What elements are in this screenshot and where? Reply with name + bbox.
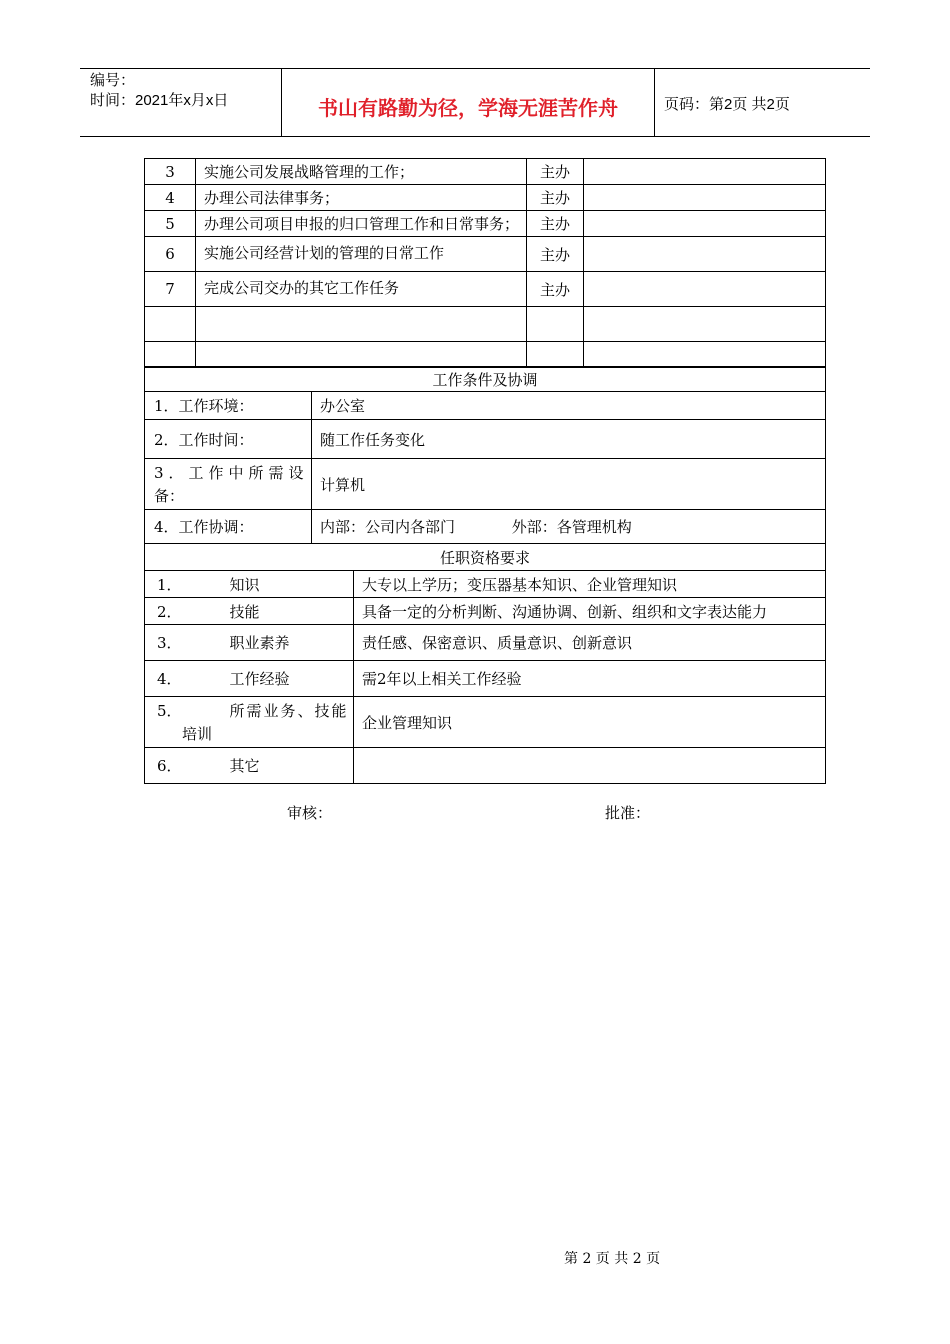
table-row [145,544,826,571]
table-row [145,185,826,211]
table-row [145,748,826,784]
qualification-no: 2． [157,602,182,621]
qualification-item [145,571,354,598]
table-row [145,392,826,420]
qualification-no: 1． [157,575,182,594]
qualification-item [145,661,354,697]
coordination-external: 外部：各管理机构 [511,518,632,536]
duty-task: 实施公司发展战略管理的工作； [196,159,527,185]
duties-table [144,158,826,368]
qualification-value: 需2年以上相关工作经验 [354,661,826,697]
qualification-item [145,598,354,625]
duty-role: 主办 [527,272,584,307]
table-row [145,342,826,368]
duty-note [584,185,826,211]
equipment-label-line1: 3．工作中所需设 [154,464,309,482]
table-row [145,625,826,661]
qualification-value: 具备一定的分析判断、沟通协调、创新、组织和文字表达能力 [354,598,826,625]
table-row [145,237,826,272]
review-label: 审核： [287,804,333,822]
work-environment-label: 1．工作环境： [145,392,312,420]
duty-task: 办理公司项目申报的归口管理工作和日常事务； [196,211,527,237]
qualification-value [354,748,826,784]
qualification-no: 5． [157,702,182,720]
table-row [145,571,826,598]
duty-role: 主办 [527,211,584,237]
table-row [145,211,826,237]
qualification-name: 职业素养 [229,634,290,652]
qualification-value: 责任感、保密意识、质量意识、创新意识 [354,625,826,661]
qualification-name: 所需业务、技能 [229,702,349,720]
qualification-no: 3． [157,634,182,652]
duty-role: 主办 [527,185,584,211]
qualification-item [145,625,354,661]
table-row [145,510,826,544]
header-time-label: 时间：2021年x月x日 [90,92,229,109]
duty-role: 主办 [527,159,584,185]
header-top-rule [80,68,870,69]
duty-task: 实施公司经营计划的管理的日常工作 [196,237,527,272]
duty-task [196,342,527,368]
qualification-name: 知识 [229,575,260,594]
qualification-name: 技能 [229,602,260,621]
duty-no [145,342,196,368]
work-environment-value: 办公室 [312,392,826,420]
duty-note [584,211,826,237]
qualification-name-line2: 培训 [182,725,213,743]
conditions-table [144,366,826,544]
table-row [145,598,826,625]
work-time-value: 随工作任务变化 [312,420,826,459]
header-divider-left [281,68,282,136]
duty-note [584,159,826,185]
header-page-info: 页码：第2页 共2页 [664,96,790,113]
table-row [145,420,826,459]
qualification-no: 6． [157,757,182,775]
table-row [145,367,826,392]
qualification-value: 大专以上学历；变压器基本知识、企业管理知识 [354,571,826,598]
duty-note [584,272,826,307]
qualification-name: 工作经验 [229,670,290,688]
qualification-no: 4． [157,670,182,688]
table-row [145,697,826,748]
duty-no: 4 [145,185,196,211]
duty-task [196,307,527,342]
work-time-label: 2．工作时间： [145,420,312,459]
equipment-label [145,459,312,510]
qualification-item [145,697,354,748]
conditions-section-title: 工作条件及协调 [145,367,826,392]
qualification-item [145,748,354,784]
coordination-value [312,510,826,544]
equipment-value: 计算机 [312,459,826,510]
approve-label: 批准： [605,804,651,822]
duty-role [527,342,584,368]
table-row [145,272,826,307]
qualifications-table [144,543,826,784]
table-row [145,307,826,342]
duty-no: 7 [145,272,196,307]
header-bottom-rule [80,136,870,137]
duty-no [145,307,196,342]
duty-no: 6 [145,237,196,272]
duty-task: 完成公司交办的其它工作任务 [196,272,527,307]
duty-task: 办理公司法律事务； [196,185,527,211]
header-divider-right [654,68,655,136]
qualification-name: 其它 [229,757,260,775]
table-row [145,661,826,697]
duty-role: 主办 [527,237,584,272]
page-footer: 第 2 页 共 2 页 [564,1251,661,1267]
duty-note [584,237,826,272]
header-code-label: 编号： [90,72,136,89]
duty-no: 3 [145,159,196,185]
duty-role [527,307,584,342]
coordination-label: 4．工作协调： [145,510,312,544]
duty-note [584,342,826,368]
table-row [145,159,826,185]
header-motto: 书山有路勤为径，学海无涯苦作舟 [318,96,618,120]
table-row [145,459,826,510]
duty-note [584,307,826,342]
duty-no: 5 [145,211,196,237]
coordination-internal: 内部：公司内各部门 [320,518,456,536]
qualification-value: 企业管理知识 [354,697,826,748]
qualifications-section-title: 任职资格要求 [145,544,826,571]
equipment-label-line2: 备： [154,487,185,505]
